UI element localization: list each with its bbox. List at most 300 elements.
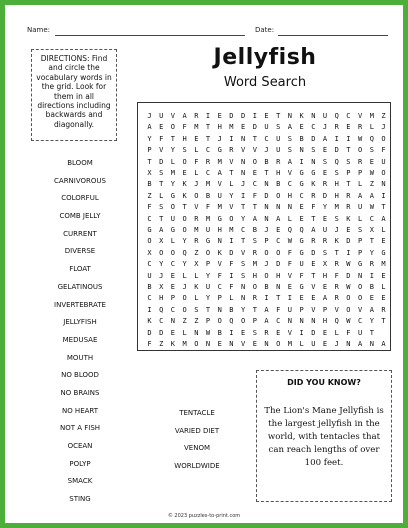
grid-letter[interactable]: S <box>240 260 246 269</box>
grid-letter[interactable]: B <box>147 180 152 189</box>
grid-letter[interactable]: I <box>381 191 386 200</box>
grid-letter[interactable]: C <box>276 237 281 246</box>
grid-letter[interactable]: Q <box>369 134 374 143</box>
grid-letter[interactable]: L <box>182 328 187 337</box>
grid-letter[interactable]: O <box>346 305 351 314</box>
grid-letter[interactable]: R <box>381 305 386 314</box>
grid-letter[interactable]: I <box>264 294 269 303</box>
grid-letter[interactable]: X <box>159 237 164 246</box>
grid-letter[interactable]: D <box>264 191 269 200</box>
grid-letter[interactable]: E <box>252 169 257 177</box>
grid-letter[interactable]: R <box>276 157 281 166</box>
grid-letter[interactable]: E <box>170 328 175 337</box>
grid-letter[interactable]: E <box>170 271 175 280</box>
grid-letter[interactable]: Y <box>369 317 374 326</box>
grid-letter[interactable]: C <box>369 214 374 223</box>
grid-letter[interactable]: S <box>194 305 199 314</box>
grid-letter[interactable]: T <box>381 203 386 212</box>
grid-letter[interactable]: C <box>252 180 257 189</box>
grid-letter[interactable]: J <box>240 180 246 189</box>
grid-letter[interactable]: D <box>346 237 351 246</box>
grid-letter[interactable]: S <box>346 157 351 166</box>
grid-letter[interactable]: R <box>205 157 211 166</box>
grid-letter[interactable]: R <box>311 237 316 246</box>
grid-letter[interactable]: E <box>369 157 374 166</box>
grid-letter[interactable]: L <box>159 191 164 200</box>
grid-letter[interactable]: G <box>381 248 386 257</box>
grid-letter[interactable]: V <box>311 305 316 314</box>
grid-letter[interactable]: F <box>159 134 164 143</box>
grid-letter[interactable]: U <box>264 123 269 132</box>
grid-letter[interactable]: B <box>252 226 257 234</box>
grid-letter[interactable]: D <box>159 328 164 337</box>
grid-letter[interactable]: E <box>381 271 386 280</box>
grid-letter[interactable]: A <box>287 157 292 166</box>
grid-letter[interactable]: L <box>229 294 234 303</box>
grid-letter[interactable]: N <box>240 294 246 303</box>
grid-letter[interactable]: T <box>311 271 316 280</box>
grid-letter[interactable]: L <box>194 271 199 280</box>
grid-letter[interactable]: A <box>381 340 386 348</box>
grid-letter[interactable]: P <box>264 237 269 246</box>
grid-letter[interactable]: L <box>357 180 363 189</box>
grid-letter[interactable]: O <box>357 283 363 291</box>
grid-letter[interactable]: O <box>170 123 175 132</box>
grid-letter[interactable]: T <box>205 305 211 314</box>
grid-letter[interactable]: V <box>217 180 222 189</box>
grid-letter[interactable]: R <box>357 157 363 166</box>
grid-letter[interactable]: O <box>240 317 246 326</box>
grid-letter[interactable]: V <box>287 328 292 337</box>
grid-letter[interactable]: N <box>276 283 281 291</box>
grid-letter[interactable]: U <box>147 271 152 280</box>
grid-letter[interactable]: R <box>311 191 316 200</box>
grid-letter[interactable]: U <box>170 214 175 223</box>
grid-letter[interactable]: H <box>276 169 281 177</box>
grid-letter[interactable]: N <box>264 180 269 189</box>
grid-letter[interactable]: D <box>159 157 164 166</box>
grid-letter[interactable]: V <box>240 146 246 155</box>
grid-letter[interactable]: P <box>147 146 152 155</box>
grid-letter[interactable]: O <box>252 157 257 166</box>
grid-letter[interactable]: R <box>334 283 339 291</box>
grid-letter[interactable]: R <box>357 123 363 132</box>
grid-letter[interactable]: U <box>311 340 316 348</box>
grid-letter[interactable]: D <box>229 248 234 257</box>
grid-letter[interactable]: A <box>287 123 292 132</box>
grid-letter[interactable]: E <box>322 283 328 291</box>
grid-letter[interactable]: E <box>194 134 199 143</box>
grid-letter[interactable]: X <box>147 248 152 257</box>
grid-letter[interactable]: S <box>334 214 339 223</box>
grid-letter[interactable]: N <box>217 237 222 246</box>
grid-letter[interactable]: C <box>170 305 175 314</box>
grid-letter[interactable]: J <box>264 146 269 155</box>
grid-letter[interactable]: B <box>369 283 374 291</box>
grid-letter[interactable]: Q <box>182 248 187 257</box>
grid-letter[interactable]: C <box>170 260 175 269</box>
grid-letter[interactable]: M <box>205 214 211 223</box>
grid-letter[interactable]: H <box>322 271 328 280</box>
grid-letter[interactable]: P <box>205 260 211 269</box>
grid-letter[interactable]: R <box>229 146 234 155</box>
grid-letter[interactable]: T <box>205 134 211 143</box>
grid-letter[interactable]: H <box>217 226 222 234</box>
grid-letter[interactable]: O <box>182 294 187 303</box>
grid-letter[interactable]: I <box>334 134 339 143</box>
grid-letter[interactable]: P <box>357 237 363 246</box>
grid-letter[interactable]: I <box>229 237 234 246</box>
grid-letter[interactable]: T <box>311 214 316 223</box>
grid-letter[interactable]: P <box>217 294 222 303</box>
grid-letter[interactable]: H <box>276 271 281 280</box>
grid-letter[interactable]: L <box>182 271 187 280</box>
grid-letter[interactable]: Y <box>147 134 152 143</box>
grid-letter[interactable]: Y <box>229 191 234 200</box>
grid-letter[interactable]: T <box>369 237 374 246</box>
grid-letter[interactable]: I <box>229 271 234 280</box>
grid-letter[interactable]: L <box>357 214 363 223</box>
grid-letter[interactable]: O <box>205 248 211 257</box>
grid-letter[interactable]: S <box>276 123 281 132</box>
grid-letter[interactable]: D <box>334 146 339 155</box>
grid-letter[interactable]: I <box>229 328 234 337</box>
grid-letter[interactable]: E <box>287 283 292 291</box>
grid-letter[interactable]: R <box>264 328 269 337</box>
grid-letter[interactable]: S <box>322 248 328 257</box>
grid-letter[interactable]: M <box>194 123 199 132</box>
grid-letter[interactable]: S <box>311 146 316 155</box>
grid-letter[interactable]: Z <box>194 317 199 326</box>
grid-letter[interactable]: O <box>264 248 269 257</box>
grid-letter[interactable]: A <box>252 214 257 223</box>
grid-letter[interactable]: E <box>299 294 304 303</box>
grid-letter[interactable]: O <box>357 294 363 303</box>
grid-letter[interactable]: Q <box>159 305 164 314</box>
grid-letter[interactable]: Y <box>182 237 187 246</box>
grid-letter[interactable]: G <box>299 180 304 189</box>
grid-letter[interactable]: Q <box>334 317 339 326</box>
grid-letter[interactable]: S <box>252 328 257 337</box>
grid-letter[interactable]: O <box>170 203 175 212</box>
grid-letter[interactable]: E <box>276 328 281 337</box>
grid-letter[interactable]: S <box>322 157 328 166</box>
grid-letter[interactable]: N <box>240 283 246 291</box>
grid-letter[interactable]: K <box>299 112 304 120</box>
grid-letter[interactable]: I <box>205 112 211 120</box>
grid-letter[interactable]: D <box>229 112 234 120</box>
grid-letter[interactable]: N <box>287 203 292 212</box>
grid-letter[interactable]: C <box>357 317 363 326</box>
grid-letter[interactable]: Y <box>170 180 175 189</box>
grid-letter[interactable]: Z <box>194 248 199 257</box>
grid-letter[interactable]: P <box>357 169 363 177</box>
grid-letter[interactable]: F <box>299 271 304 280</box>
grid-letter[interactable]: B <box>299 134 304 143</box>
grid-letter[interactable]: Y <box>182 260 187 269</box>
grid-letter[interactable]: U <box>276 134 281 143</box>
grid-letter[interactable]: Q <box>299 226 304 234</box>
grid-letter[interactable]: O <box>264 271 269 280</box>
grid-letter[interactable]: Y <box>240 214 246 223</box>
grid-letter[interactable]: D <box>311 328 316 337</box>
grid-letter[interactable]: C <box>276 317 281 326</box>
grid-letter[interactable]: B <box>147 283 152 291</box>
grid-letter[interactable]: O <box>194 340 199 348</box>
grid-letter[interactable]: N <box>381 180 386 189</box>
grid-letter[interactable]: V <box>170 112 175 120</box>
grid-letter[interactable]: G <box>357 260 363 269</box>
grid-letter[interactable]: A <box>357 340 363 348</box>
grid-letter[interactable]: E <box>311 294 316 303</box>
grid-letter[interactable]: V <box>252 146 257 155</box>
grid-letter[interactable]: G <box>299 237 304 246</box>
grid-letter[interactable]: N <box>299 317 304 326</box>
grid-letter[interactable]: Z <box>369 180 374 189</box>
grid-letter[interactable]: M <box>229 123 234 132</box>
grid-letter[interactable]: N <box>357 271 363 280</box>
grid-letter[interactable]: N <box>264 214 269 223</box>
grid-letter[interactable]: T <box>346 180 351 189</box>
grid-letter[interactable]: C <box>346 112 351 120</box>
grid-letter[interactable]: F <box>229 260 234 269</box>
grid-letter[interactable]: V <box>217 260 222 269</box>
grid-letter[interactable]: F <box>217 271 222 280</box>
grid-letter[interactable]: F <box>147 340 152 348</box>
grid-letter[interactable]: N <box>205 340 211 348</box>
grid-letter[interactable]: J <box>334 340 339 348</box>
grid-letter[interactable]: O <box>381 169 386 177</box>
grid-letter[interactable]: C <box>264 134 269 143</box>
grid-letter[interactable]: T <box>159 180 164 189</box>
grid-letter[interactable]: O <box>182 305 187 314</box>
grid-letter[interactable]: H <box>334 180 339 189</box>
grid-letter[interactable]: N <box>287 112 292 120</box>
grid-letter[interactable]: E <box>252 340 257 348</box>
grid-letter[interactable]: J <box>334 226 339 234</box>
grid-letter[interactable]: W <box>369 169 374 177</box>
grid-letter[interactable]: C <box>311 123 316 132</box>
grid-letter[interactable]: W <box>357 134 363 143</box>
grid-letter[interactable]: D <box>311 134 316 143</box>
grid-letter[interactable]: S <box>182 146 187 155</box>
grid-letter[interactable]: P <box>357 248 363 257</box>
grid-letter[interactable]: A <box>264 317 269 326</box>
grid-letter[interactable]: Z <box>182 317 187 326</box>
grid-letter[interactable]: E <box>240 123 246 132</box>
grid-letter[interactable]: R <box>322 237 328 246</box>
grid-letter[interactable]: E <box>369 294 374 303</box>
grid-letter[interactable]: V <box>194 203 199 212</box>
grid-letter[interactable]: F <box>194 157 199 166</box>
grid-letter[interactable]: D <box>276 260 281 269</box>
grid-letter[interactable]: P <box>299 305 304 314</box>
grid-letter[interactable]: B <box>229 305 234 314</box>
grid-letter[interactable]: G <box>311 169 316 177</box>
grid-letter[interactable]: C <box>240 226 246 234</box>
grid-letter[interactable]: I <box>287 294 292 303</box>
grid-letter[interactable]: P <box>252 317 257 326</box>
grid-letter[interactable]: L <box>334 328 339 337</box>
grid-letter[interactable]: T <box>205 123 211 132</box>
grid-letter[interactable]: M <box>217 203 222 212</box>
grid-letter[interactable]: H <box>252 271 257 280</box>
grid-letter[interactable]: X <box>147 169 152 177</box>
grid-letter[interactable]: T <box>346 146 351 155</box>
grid-letter[interactable]: U <box>205 226 211 234</box>
grid-letter[interactable]: C <box>147 260 152 269</box>
grid-letter[interactable]: V <box>240 340 246 348</box>
grid-letter[interactable]: D <box>346 271 351 280</box>
grid-letter[interactable]: J <box>194 180 199 189</box>
grid-letter[interactable]: D <box>240 112 246 120</box>
grid-letter[interactable]: N <box>311 157 316 166</box>
grid-letter[interactable]: A <box>369 305 374 314</box>
grid-letter[interactable]: E <box>217 340 222 348</box>
grid-letter[interactable]: G <box>299 248 304 257</box>
grid-letter[interactable]: E <box>322 214 328 223</box>
grid-letter[interactable]: O <box>276 191 281 200</box>
grid-letter[interactable]: O <box>159 248 164 257</box>
grid-letter[interactable]: T <box>369 328 374 337</box>
grid-letter[interactable]: N <box>194 328 199 337</box>
grid-letter[interactable]: U <box>217 191 222 200</box>
grid-letter[interactable]: Q <box>334 112 339 120</box>
grid-letter[interactable]: R <box>369 260 374 269</box>
grid-letter[interactable]: Y <box>159 260 164 269</box>
grid-letter[interactable]: G <box>299 283 304 291</box>
grid-letter[interactable]: U <box>322 226 328 234</box>
grid-letter[interactable]: F <box>381 146 386 155</box>
grid-letter[interactable]: N <box>170 317 175 326</box>
grid-letter[interactable]: J <box>381 123 386 132</box>
grid-letter[interactable]: F <box>147 203 152 212</box>
grid-letter[interactable]: E <box>322 328 328 337</box>
grid-letter[interactable]: F <box>229 283 234 291</box>
grid-letter[interactable]: O <box>147 237 152 246</box>
grid-letter[interactable]: I <box>369 271 374 280</box>
grid-letter[interactable]: U <box>159 112 164 120</box>
grid-letter[interactable]: N <box>217 305 222 314</box>
grid-letter[interactable]: V <box>240 248 246 257</box>
grid-letter[interactable]: T <box>276 294 281 303</box>
grid-letter[interactable]: I <box>346 248 351 257</box>
grid-letter[interactable]: G <box>205 237 211 246</box>
grid-letter[interactable]: V <box>229 203 234 212</box>
grid-letter[interactable]: E <box>217 112 222 120</box>
grid-letter[interactable]: G <box>299 169 304 177</box>
grid-letter[interactable]: W <box>287 237 292 246</box>
grid-letter[interactable]: Y <box>170 146 175 155</box>
grid-letter[interactable]: R <box>334 260 339 269</box>
grid-letter[interactable]: N <box>264 340 269 348</box>
grid-letter[interactable]: B <box>264 283 269 291</box>
grid-letter[interactable]: J <box>264 260 269 269</box>
grid-letter[interactable]: D <box>311 248 316 257</box>
grid-letter[interactable]: O <box>276 248 281 257</box>
grid-letter[interactable]: E <box>322 146 328 155</box>
grid-letter[interactable]: W <box>346 260 351 269</box>
grid-letter[interactable]: C <box>217 283 222 291</box>
grid-letter[interactable]: C <box>147 214 152 223</box>
grid-letter[interactable]: A <box>322 294 328 303</box>
grid-letter[interactable]: P <box>322 305 328 314</box>
grid-letter[interactable]: J <box>159 271 164 280</box>
grid-letter[interactable]: U <box>299 260 304 269</box>
grid-letter[interactable]: E <box>159 123 164 132</box>
grid-letter[interactable]: D <box>252 123 257 132</box>
grid-letter[interactable]: M <box>334 203 339 212</box>
grid-letter[interactable]: R <box>346 191 351 200</box>
grid-letter[interactable]: M <box>194 226 199 234</box>
grid-letter[interactable]: A <box>369 191 374 200</box>
grid-letter[interactable]: R <box>252 248 257 257</box>
grid-letter[interactable]: N <box>276 203 281 212</box>
grid-letter[interactable]: Z <box>381 112 386 120</box>
grid-letter[interactable]: N <box>229 340 234 348</box>
grid-letter[interactable]: L <box>299 340 304 348</box>
grid-letter[interactable]: T <box>381 317 386 326</box>
grid-letter[interactable]: N <box>311 112 316 120</box>
grid-letter[interactable]: O <box>182 226 187 234</box>
grid-letter[interactable]: U <box>205 283 211 291</box>
grid-letter[interactable]: V <box>357 112 363 120</box>
grid-letter[interactable]: F <box>311 203 316 212</box>
grid-letter[interactable]: N <box>240 169 246 177</box>
grid-letter[interactable]: W <box>346 283 351 291</box>
grid-letter[interactable]: T <box>252 203 257 212</box>
grid-letter[interactable]: P <box>170 294 175 303</box>
grid-letter[interactable]: S <box>369 146 374 155</box>
grid-letter[interactable]: I <box>346 134 351 143</box>
grid-letter[interactable]: B <box>217 328 222 337</box>
grid-letter[interactable]: I <box>240 191 246 200</box>
grid-letter[interactable]: C <box>205 169 211 177</box>
grid-letter[interactable]: E <box>322 340 328 348</box>
grid-letter[interactable]: E <box>264 112 269 120</box>
grid-letter[interactable]: R <box>322 180 328 189</box>
grid-letter[interactable]: N <box>369 340 374 348</box>
grid-letter[interactable]: N <box>287 317 292 326</box>
grid-letter[interactable]: H <box>287 191 292 200</box>
grid-letter[interactable]: T <box>147 157 152 166</box>
grid-letter[interactable]: M <box>217 157 222 166</box>
grid-letter[interactable]: L <box>287 214 292 223</box>
grid-letter[interactable]: K <box>346 214 351 223</box>
grid-letter[interactable]: E <box>240 328 246 337</box>
grid-letter[interactable]: Z <box>159 340 164 348</box>
grid-letter[interactable]: T <box>264 169 269 177</box>
grid-letter[interactable]: T <box>240 203 246 212</box>
grid-letter[interactable]: O <box>182 157 187 166</box>
grid-letter[interactable]: B <box>276 180 281 189</box>
grid-letter[interactable]: X <box>369 226 374 234</box>
grid-letter[interactable]: K <box>334 237 339 246</box>
grid-letter[interactable]: G <box>217 146 222 155</box>
grid-letter[interactable]: K <box>311 180 316 189</box>
grid-letter[interactable]: F <box>346 328 351 337</box>
grid-letter[interactable]: I <box>299 157 304 166</box>
grid-letter[interactable]: O <box>357 146 363 155</box>
grid-letter[interactable]: L <box>381 283 386 291</box>
grid-letter[interactable]: Y <box>240 305 246 314</box>
grid-letter[interactable]: A <box>276 214 281 223</box>
grid-letter[interactable]: Z <box>147 191 152 200</box>
grid-letter[interactable]: H <box>334 191 339 200</box>
grid-letter[interactable]: K <box>182 191 187 200</box>
grid-letter[interactable]: K <box>147 317 152 326</box>
grid-letter[interactable]: T <box>170 134 175 143</box>
